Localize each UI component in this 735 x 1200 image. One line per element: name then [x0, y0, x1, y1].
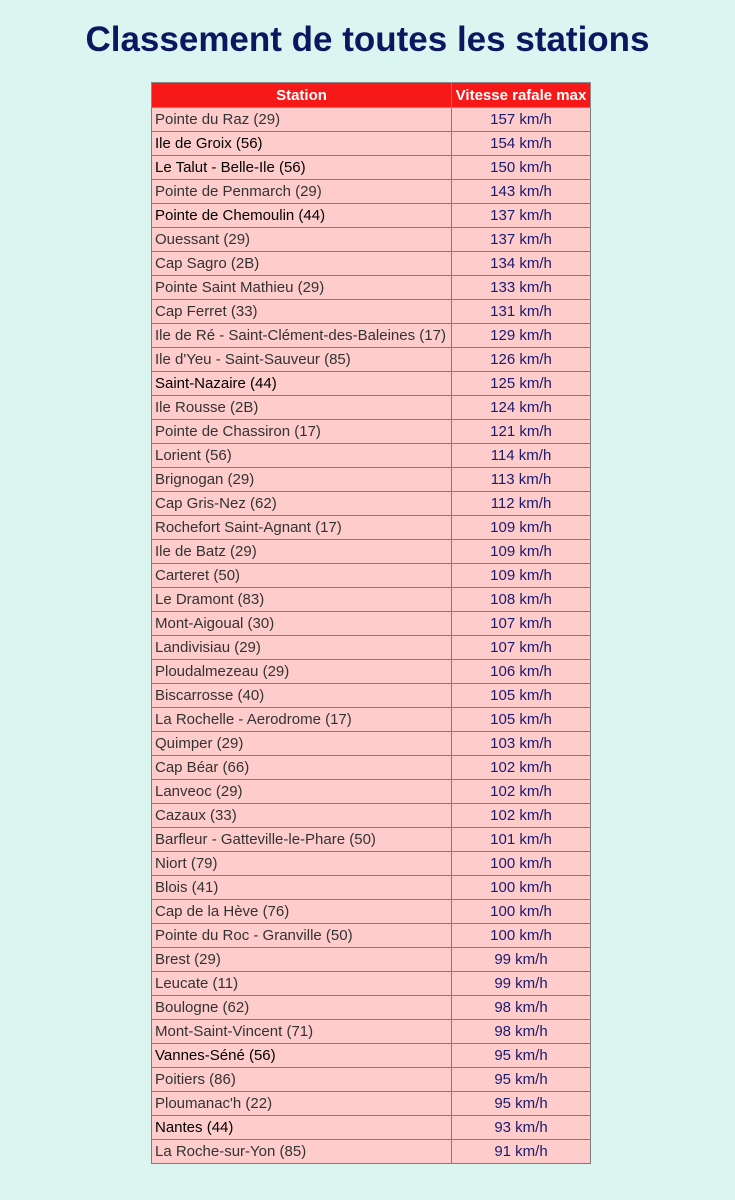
table-row: [152, 1140, 591, 1164]
max-gust-speed-cell: 134 km/h: [452, 252, 591, 276]
max-gust-speed-cell: 99 km/h: [452, 948, 591, 972]
table-row: [152, 828, 591, 852]
table-header-row: [152, 83, 591, 108]
max-gust-speed-cell: 91 km/h: [452, 1140, 591, 1164]
table-row: [152, 1020, 591, 1044]
max-gust-speed-cell: 103 km/h: [452, 732, 591, 756]
station-name-cell: Biscarrosse (40): [152, 684, 452, 708]
table-row: [152, 804, 591, 828]
table-row: [152, 132, 591, 156]
station-name-cell: Cap Gris-Nez (62): [152, 492, 452, 516]
max-gust-speed-cell: 99 km/h: [452, 972, 591, 996]
table-row: [152, 324, 591, 348]
max-gust-speed-cell: 106 km/h: [452, 660, 591, 684]
max-gust-speed-cell: 131 km/h: [452, 300, 591, 324]
table-row: [152, 588, 591, 612]
table-row: [152, 492, 591, 516]
max-gust-speed-cell: 95 km/h: [452, 1044, 591, 1068]
table-body: [152, 108, 591, 1164]
table-row: [152, 1068, 591, 1092]
max-gust-speed-cell: 100 km/h: [452, 852, 591, 876]
table-row: [152, 516, 591, 540]
table-row: [152, 300, 591, 324]
max-gust-speed-cell: 150 km/h: [452, 156, 591, 180]
station-name-cell: Ile de Groix (56): [152, 132, 452, 156]
station-name-cell: Niort (79): [152, 852, 452, 876]
max-gust-speed-cell: 107 km/h: [452, 636, 591, 660]
station-name-cell: Le Talut - Belle-Ile (56): [152, 156, 452, 180]
max-gust-speed-cell: 95 km/h: [452, 1068, 591, 1092]
station-name-cell: Ile Rousse (2B): [152, 396, 452, 420]
station-name-cell: Ploumanac'h (22): [152, 1092, 452, 1116]
table-row: [152, 108, 591, 132]
max-gust-speed-cell: 93 km/h: [452, 1116, 591, 1140]
max-gust-speed-cell: 114 km/h: [452, 444, 591, 468]
max-gust-speed-cell: 101 km/h: [452, 828, 591, 852]
station-name-cell: Leucate (11): [152, 972, 452, 996]
max-gust-speed-cell: 109 km/h: [452, 540, 591, 564]
station-name-cell: Pointe Saint Mathieu (29): [152, 276, 452, 300]
station-name-cell: Ploudalmezeau (29): [152, 660, 452, 684]
max-gust-speed-cell: 100 km/h: [452, 900, 591, 924]
table-row: [152, 972, 591, 996]
max-gust-speed-cell: 102 km/h: [452, 780, 591, 804]
station-name-cell: Boulogne (62): [152, 996, 452, 1020]
table-row: [152, 156, 591, 180]
max-gust-speed-cell: 109 km/h: [452, 516, 591, 540]
column-header-station: Station: [152, 83, 452, 108]
station-name-cell: Ile de Batz (29): [152, 540, 452, 564]
table-row: [152, 900, 591, 924]
table-row: [152, 924, 591, 948]
table-row: [152, 684, 591, 708]
table-row: [152, 348, 591, 372]
station-name-cell: Ile de Ré - Saint-Clément-des-Baleines (17): [152, 324, 452, 348]
max-gust-speed-cell: 98 km/h: [452, 996, 591, 1020]
table-row: [152, 660, 591, 684]
station-name-cell: Nantes (44): [152, 1116, 452, 1140]
station-name-cell: La Roche-sur-Yon (85): [152, 1140, 452, 1164]
station-name-cell: Pointe du Raz (29): [152, 108, 452, 132]
station-name-cell: Lanveoc (29): [152, 780, 452, 804]
table-row: [152, 996, 591, 1020]
station-name-cell: Barfleur - Gatteville-le-Phare (50): [152, 828, 452, 852]
station-name-cell: Poitiers (86): [152, 1068, 452, 1092]
table-row: [152, 1092, 591, 1116]
station-name-cell: Rochefort Saint-Agnant (17): [152, 516, 452, 540]
table-row: [152, 876, 591, 900]
table-row: [152, 420, 591, 444]
max-gust-speed-cell: 129 km/h: [452, 324, 591, 348]
max-gust-speed-cell: 108 km/h: [452, 588, 591, 612]
station-name-cell: Pointe de Penmarch (29): [152, 180, 452, 204]
station-name-cell: Le Dramont (83): [152, 588, 452, 612]
column-header-speed: Vitesse rafale max: [452, 83, 591, 108]
table-row: [152, 1044, 591, 1068]
max-gust-speed-cell: 125 km/h: [452, 372, 591, 396]
max-gust-speed-cell: 109 km/h: [452, 564, 591, 588]
max-gust-speed-cell: 137 km/h: [452, 204, 591, 228]
max-gust-speed-cell: 95 km/h: [452, 1092, 591, 1116]
table-row: [152, 540, 591, 564]
table-row: [152, 252, 591, 276]
table-row: [152, 276, 591, 300]
max-gust-speed-cell: 133 km/h: [452, 276, 591, 300]
max-gust-speed-cell: 157 km/h: [452, 108, 591, 132]
station-name-cell: Brest (29): [152, 948, 452, 972]
station-name-cell: Mont-Aigoual (30): [152, 612, 452, 636]
ranking-table: [151, 82, 591, 1164]
table-row: [152, 1116, 591, 1140]
station-name-cell: Pointe de Chemoulin (44): [152, 204, 452, 228]
station-name-cell: Quimper (29): [152, 732, 452, 756]
max-gust-speed-cell: 98 km/h: [452, 1020, 591, 1044]
station-name-cell: Blois (41): [152, 876, 452, 900]
max-gust-speed-cell: 126 km/h: [452, 348, 591, 372]
station-name-cell: Mont-Saint-Vincent (71): [152, 1020, 452, 1044]
max-gust-speed-cell: 154 km/h: [452, 132, 591, 156]
table-row: [152, 636, 591, 660]
station-name-cell: Ile d'Yeu - Saint-Sauveur (85): [152, 348, 452, 372]
max-gust-speed-cell: 143 km/h: [452, 180, 591, 204]
table-row: [152, 612, 591, 636]
station-name-cell: Cazaux (33): [152, 804, 452, 828]
station-name-cell: Pointe du Roc - Granville (50): [152, 924, 452, 948]
table-row: [152, 228, 591, 252]
station-name-cell: Cap Sagro (2B): [152, 252, 452, 276]
table-row: [152, 372, 591, 396]
max-gust-speed-cell: 124 km/h: [452, 396, 591, 420]
max-gust-speed-cell: 102 km/h: [452, 756, 591, 780]
table-row: [152, 396, 591, 420]
table-row: [152, 564, 591, 588]
station-name-cell: Cap Ferret (33): [152, 300, 452, 324]
station-name-cell: Landivisiau (29): [152, 636, 452, 660]
max-gust-speed-cell: 113 km/h: [452, 468, 591, 492]
station-name-cell: Lorient (56): [152, 444, 452, 468]
page-title: Classement de toutes les stations: [85, 20, 650, 59]
table-row: [152, 948, 591, 972]
table-row: [152, 780, 591, 804]
table-row: [152, 468, 591, 492]
max-gust-speed-cell: 102 km/h: [452, 804, 591, 828]
max-gust-speed-cell: 100 km/h: [452, 924, 591, 948]
max-gust-speed-cell: 100 km/h: [452, 876, 591, 900]
station-name-cell: Ouessant (29): [152, 228, 452, 252]
station-name-cell: Cap Béar (66): [152, 756, 452, 780]
table-row: [152, 852, 591, 876]
max-gust-speed-cell: 112 km/h: [452, 492, 591, 516]
station-name-cell: Cap de la Hève (76): [152, 900, 452, 924]
table-row: [152, 204, 591, 228]
station-name-cell: Pointe de Chassiron (17): [152, 420, 452, 444]
max-gust-speed-cell: 137 km/h: [452, 228, 591, 252]
station-name-cell: La Rochelle - Aerodrome (17): [152, 708, 452, 732]
table-row: [152, 444, 591, 468]
table-row: [152, 756, 591, 780]
station-name-cell: Saint-Nazaire (44): [152, 372, 452, 396]
max-gust-speed-cell: 107 km/h: [452, 612, 591, 636]
max-gust-speed-cell: 121 km/h: [452, 420, 591, 444]
table-row: [152, 180, 591, 204]
table-row: [152, 732, 591, 756]
max-gust-speed-cell: 105 km/h: [452, 684, 591, 708]
station-name-cell: Brignogan (29): [152, 468, 452, 492]
station-name-cell: Vannes-Séné (56): [152, 1044, 452, 1068]
station-name-cell: Carteret (50): [152, 564, 452, 588]
table-row: [152, 708, 591, 732]
max-gust-speed-cell: 105 km/h: [452, 708, 591, 732]
